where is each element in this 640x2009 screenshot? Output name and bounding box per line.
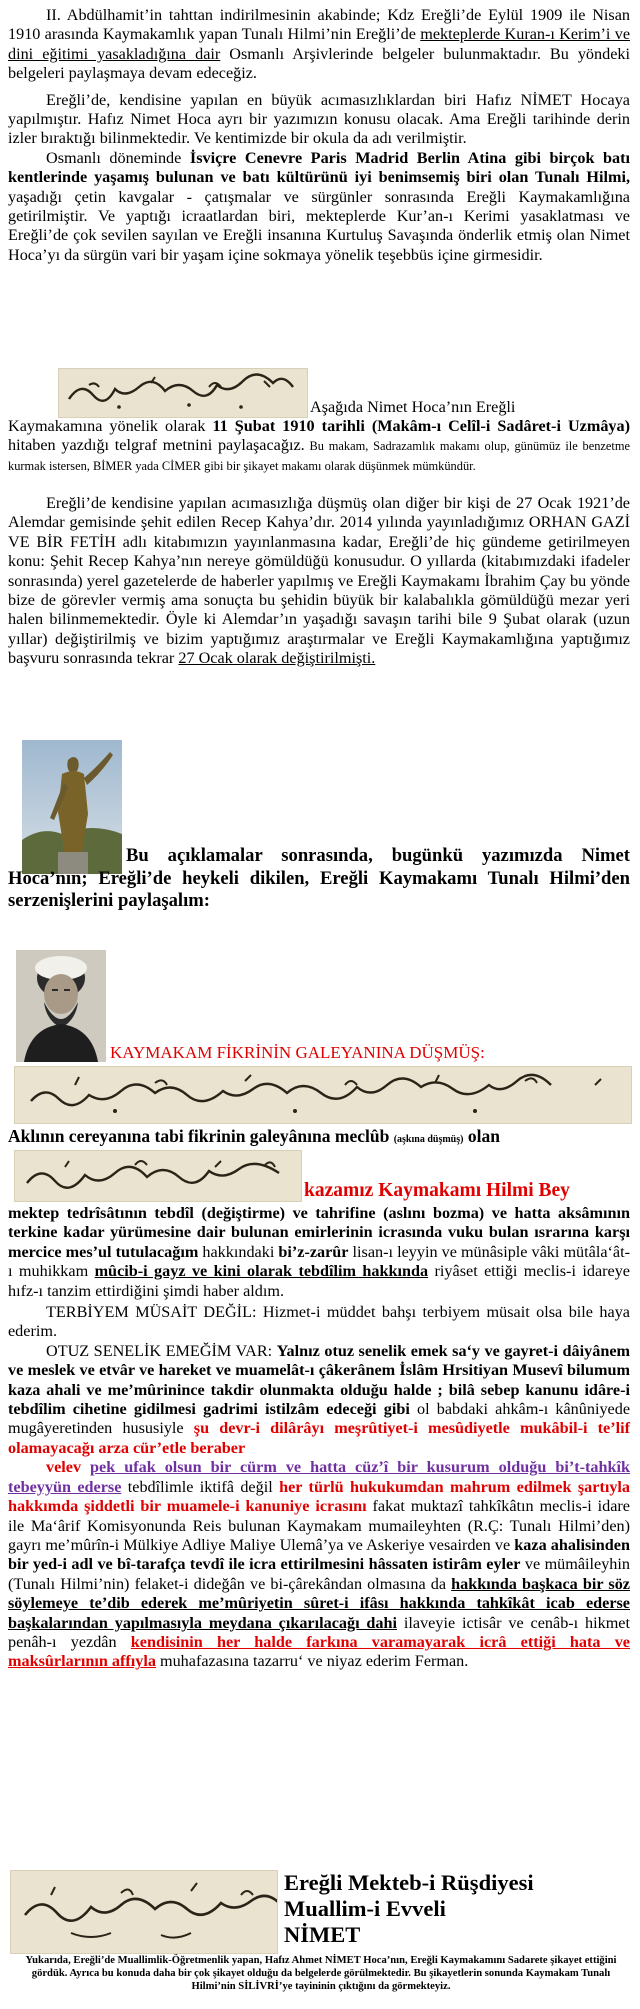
section-heading: Bu açıklamalar sonrasında, bugünkü yazımızda Nimet Hoca’nın; Ereğli’de heykeli dikilen, Ereğli Kaymakamı Tunalı Hilmi’den serzenişlerini paylaşalım: bbox=[8, 845, 630, 911]
main-body bbox=[8, 1204, 630, 1672]
aklinin-line bbox=[8, 1126, 630, 1150]
telegram-section bbox=[8, 417, 630, 475]
main-p1-bold: mektep tedrîsâtının tebdîl (değiştirme) ve tahrifine (aslını bozma) ve hatta aksâmının terkine kadar yürümesine dair bulunan emirlerinin icrasında vuku bulan ısrarına karşı mercice mes’ul tutulacağım bbox=[8, 1204, 630, 1261]
aklinin-note: (aşkına düşmüş) bbox=[393, 1134, 464, 1145]
portrait-photo bbox=[16, 950, 106, 1062]
intro-p1-underlined: mekteplerde Kuran-ı Kerim’i ve dini eğitimi yasakladığına dair bbox=[8, 25, 630, 63]
intro-p1-end: Osmanlı Arşivlerinde belgeler bulunmaktadır. Bu yöndeki belgeleri paylaşmaya devam edeceğiz. bbox=[8, 44, 630, 83]
main-p4-text-4: ilaveyie ictisâr ve cenâb-ı hikmet penâh-ı yezdân bbox=[8, 1613, 630, 1651]
main-p4-text-2: fakat muktazî tahkîkâtın meclis-i idare ile Ma‘ârif Komisyonunda Reis bulunan Kaymakam mumaileyhten (R.Ç: Tunalı Hilmi’den) gayrı me’mûrîn-i Mülkiye Adliye Maliye Ulemâ’ya ve Askeriye vesairden ve bbox=[8, 1497, 630, 1554]
main-p1-text-2: lisan-ı leyyin ve münâsiple vâki mütâla‘ât-ı muhikkam bbox=[8, 1242, 630, 1281]
telegram-note: Bu makam, Sadrazamlık makamı olup, günümüz ile benzetme kurmak istersen, BİMER yada CİMER gibi bir şikayet makamı olarak düşünmek mümkündür. bbox=[8, 439, 630, 473]
intro-p3-bold: İsviçre Cenevre Paris Madrid Berlin Atina gibi birçok batı kentlerinde yaşamış bulunan ve batı kültürünü iyi benimsemiş biri olan Tunalı Hilmi, bbox=[8, 148, 630, 187]
main-p3-text: ol babdaki ahkâm-ı kânûniyede mugâyeretinden hususiyle bbox=[8, 1400, 631, 1438]
main-paragraph-3 bbox=[8, 1342, 630, 1458]
telegram-bold: 11 Şubat 1910 tarihli (Makâm-ı Celîl-i Sadâret-i Uzmâya) bbox=[212, 417, 630, 435]
ottoman-script-image-1 bbox=[58, 368, 308, 418]
main-p4-text-3: ve mümâileyhin (Tunalı Hilmi’nin) felaket-i dideğân ve bi-çârekândan olmasına da bbox=[8, 1555, 630, 1593]
footnote: Yukarıda, Ereğli’de Muallimlik-Öğretmenlik yapan, Hafız Ahmet NİMET Hoca’nın, Ereğli Kaymakamını Sadarete şikayet ettiğini gördük. Ayrıca bu konuda daha bir çok şikayet olduğu da belgelerde görülmektedir. Bu şikayetlerin sonunda Kaymakam Tunalı Hilmi’nin SİLİVRİ’ye tayininin çıktığını da görmekteyiz. bbox=[25, 1955, 617, 1993]
main-p4-red-2: her türlü hukukumdan mahrum edilmek şartıyla hakkımda şiddetli bir muamele-i kanuniye icrasını bbox=[8, 1477, 631, 1516]
intro-p3-end: yaşadığı çetin kavgalar - çatışmalar ve sürgünler sonrasında Ereğli Kaymakamlığına getirilmiştir. Ve yaptığı icraatlardan biri, mekteplerde Kur’an-ı Kerimi yasaklatması ve Ereğli’de çok sevilen sayılan ve Ereğli insanına Kurtuluş Savaşında önderlik etmiş olan Nimet Hoca’yı da sürgün vari bir yaşam içine sokmaya yönelik teşebbüs içine girmesidir. bbox=[8, 187, 630, 264]
main-p1-bold-underlined: mûcib-i gayz ve kini olarak tebdîlim hakkında bbox=[94, 1262, 429, 1281]
kahya-underlined: 27 Ocak olarak değiştirilmişti. bbox=[178, 649, 376, 668]
main-p4-bold-underlined: hakkında başkaca bir söz söylemeye te’dib ederek me’mûriyetin sûret-i ifâsı hakkında tahkîkât icab ederse başkalarından yapılmasıyla meydana çıkarılacağı dahi bbox=[8, 1574, 630, 1632]
aklinin-text: Aklının cereyanına tabi fikrinin galeyânına meclûb bbox=[8, 1126, 394, 1146]
signature-line-3: NİMET bbox=[284, 1922, 361, 1947]
ottoman-script-image-3 bbox=[14, 1150, 302, 1202]
telegram-line-1: Aşağıda Nimet Hoca’nın Ereğli bbox=[310, 398, 516, 416]
main-p3-title: OTUZ SENELİK EMEĞİM VAR: bbox=[46, 1341, 277, 1360]
intro-paragraph-2: Ereğli’de, kendisine yapılan en büyük acımasızlıklardan biri Hafız NİMET Hocaya yapılmıştır. Hafız Nimet Hoca ayrı bir yazımızın konusu olacak. Ama Ereğli tarihinde derin izler bıraktığı bilinmektedir. Ve kentimizde bir okula da adı verilmiştir. bbox=[8, 90, 630, 148]
intro-p3-text: Osmanlı döneminde bbox=[46, 148, 190, 167]
kahya-text: Ereğli’de kendisine yapılan acımasızlığa düşmüş olan diğer bir kişi de 27 Ocak 1921’de Alemdar gemisinde şehit edilen Recep Kahya’dır. 2014 yılında yayınladığımız ORHAN GAZİ VE BİR FETİH adlı kitabımızın yayınlanmasına kadar, Ereğli’de hiç gündeme getirilmeyen konu: Şehit Recep Kahya’nın nereye gömüldüğü konusudur. O yıllarda (kitabımızdaki ifadeler sonrasında) yerel gazetelerde de haberler yapılmış ve Ereğli Kaymakamı İbrahim Çay bu yönde bize de görevler vermiş ama sonuçta bu şehidin büyük bir kalabalıkla gömüldüğü mezar yeri halen bilinmemektedir. Öyle ki Alemdar’ın yaşadığı savaşın tarihi bile 9 Şubat olarak (uzun yıllar) değiştirilmiş ve bizim yaptığımız araştırmalar ve Ereğli Kaymakamlığına yaptığımız başvuru sonrasında tekrar bbox=[8, 494, 630, 668]
main-p3-bold: Yalnız otuz senelik emek sa‘y ve gayret-i dâiyânem ve meslek ve etvâr ve hareket ve muamelât-ı çâkerânem İslâm Hrsitiyan Musevî bilumum kaza ahali ve me’mûrinince takdir olunmakta olduğu halde ; bilâ sebep kanunu idâre-i tebdîlim cihetine gidilmesi gadrimi istilzâm edeceği gibi bbox=[8, 1341, 630, 1419]
main-p3-red: şu devr-i dilârâyı meşrûtiyet-i mesûdiyetle mukâbil-i te’lif olamayacağı arza cür’etle beraber bbox=[8, 1419, 630, 1457]
intro-p1-text: II. Abdülhamit’in tahttan indirilmesinin akabinde; Kdz Ereğli’de Eylül 1909 ile Nisan 1910 arasında Kaymakamlık yapan Tunalı Hilmi’nin Ereğli’de bbox=[8, 6, 630, 44]
main-p4-end: muhafazasına tazarru‘ ve niyaz ederim Ferman. bbox=[155, 1652, 469, 1671]
main-p4-red: velev bbox=[46, 1458, 91, 1477]
main-p4-red-underlined: kendisinin her halde farkına varamayarak icrâ ettiği hata ve maksûrlarının affıyla bbox=[8, 1632, 630, 1671]
signature-line-2: Muallim-i Evveli bbox=[284, 1896, 446, 1921]
aklinin-end: olan bbox=[463, 1126, 500, 1146]
telegram-text-2: hitaben yazdığı telgraf metnini paylaşacağız. bbox=[8, 436, 305, 455]
intro-section bbox=[8, 6, 630, 265]
intro-paragraph-1 bbox=[8, 6, 630, 84]
main-p1-bold-2: bi’z-zarûr bbox=[278, 1242, 349, 1261]
ottoman-script-image-2 bbox=[14, 1066, 632, 1124]
kaymakam-title: KAYMAKAM FİKRİNİN GALEYANINA DÜŞMÜŞ: bbox=[110, 1043, 485, 1062]
main-paragraph-1 bbox=[8, 1204, 630, 1301]
main-p4-text: tebdîlimle iktifâ değil bbox=[121, 1477, 280, 1496]
main-p4-bold: kaza ahalisinden bir yed-i adl ve bî-tarafça tevdî ile icra ettirilmesini hâssaten istirâm eyler bbox=[8, 1535, 630, 1574]
main-p1-text: hakkındaki bbox=[198, 1242, 279, 1261]
kahya-paragraph bbox=[8, 494, 630, 669]
main-paragraph-2: TERBİYEM MÜSAİT DEĞİL: Hizmet-i müddet bahşı terbiyem müsait olsa bile haya ederim. bbox=[8, 1303, 630, 1341]
main-paragraph-4 bbox=[8, 1458, 630, 1671]
main-p4-purple: pek ufak olsun bir cürm ve hatta cüz’î bir kusurum olduğu bi’t-tahkîk tebeyyün ederse bbox=[8, 1458, 630, 1496]
intro-paragraph-3 bbox=[8, 149, 630, 265]
ottoman-signature-image bbox=[10, 1870, 278, 1954]
kazamiz-line: kazamız Kaymakamı Hilmi Bey bbox=[304, 1180, 570, 1201]
signature-line-1: Ereğli Mekteb-i Rüşdiyesi bbox=[284, 1870, 534, 1895]
main-p1-end: riyâset ettiği meclis-i idareye hıfz-ı tanzim ettirdiğini şimdi haber aldım. bbox=[8, 1262, 630, 1300]
kahya-section bbox=[8, 494, 630, 669]
telegram-paragraph bbox=[8, 417, 630, 475]
telegram-text: Kaymakamına yönelik olarak bbox=[8, 417, 213, 435]
signature-block bbox=[284, 1870, 630, 1948]
